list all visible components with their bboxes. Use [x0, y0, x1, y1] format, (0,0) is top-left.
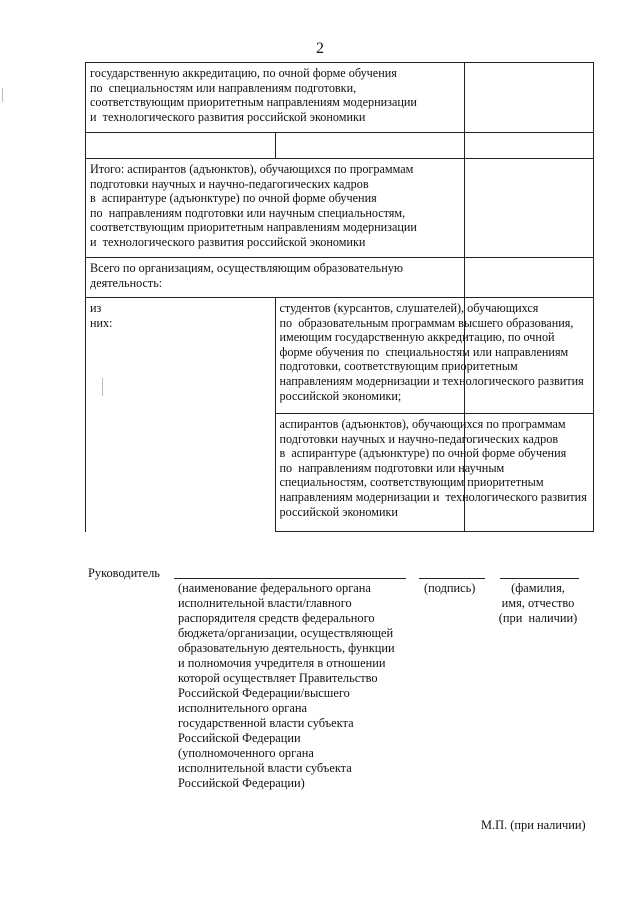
row-text-grand-total: Всего по организациям, осуществляющим образовательную деятельность: [86, 258, 465, 298]
signature-caption: (подпись) [424, 581, 476, 595]
of-them-label: из них: [86, 298, 276, 532]
value-cell[interactable] [465, 159, 594, 258]
table-row [86, 258, 594, 298]
head-label: Руководитель [88, 566, 160, 580]
row-text-total-postgraduates: Итого: аспирантов (адъюнктов), обучающихся по программам подготовки научных и научно-педагогических кадров в аспирантуре (адъюнктуре) по очной форме обучения по направлениям подготовки или научным специальностям, соответствующим приоритетным направлениям модернизации и технологического развития российской экономики [86, 159, 465, 258]
value-cell[interactable] [465, 133, 594, 159]
scan-edge-mark [2, 88, 3, 102]
table-row [86, 298, 594, 414]
table-row [86, 159, 594, 258]
table-row [86, 133, 594, 159]
value-cell[interactable] [465, 258, 594, 298]
report-table [85, 62, 594, 532]
value-cell[interactable] [465, 63, 594, 133]
full-name-line[interactable] [500, 578, 579, 579]
org-caption: (наименование федерального органа исполнительной власти/главного распорядителя средств федерального бюджета/организации, осуществляющей образовательную деятельность, функции и полномочия учредителя в отношении которой осуществляет Правительство Российской Федерации/высшего исполнительного органа государственной власти субъекта Российской Федерации (уполномоченного органа исполнительной власти субъекта Российской Федерации) [178, 581, 395, 790]
signature-line[interactable] [419, 578, 485, 579]
stamp-place: М.П. (при наличии) [481, 818, 586, 832]
empty-cell [275, 133, 465, 159]
page-number: 2 [316, 40, 324, 57]
table-row [86, 63, 594, 133]
row-text-students: студентов (курсантов, слушателей), обучающихся по образовательным программам высшего образования, имеющим государственную аккредитацию, по очной форме обучения по специальностям или направлениям подготовки, соответствующим приоритетным направлениям модернизации и технологического развития российской экономики; [275, 298, 465, 414]
org-name-line[interactable] [174, 578, 406, 579]
scan-edge-mark [102, 378, 103, 396]
empty-cell [86, 133, 276, 159]
row-text-accreditation: государственную аккредитацию, по очной форме обучения по специальностям или направлениям подготовки, соответствующим приоритетным направлениям модернизации и технологического развития российской экономики [86, 63, 465, 133]
row-text-postgraduates: аспирантов (адъюнктов), обучающихся по программам подготовки научных и научно-педагогических кадров в аспирантуре (адъюнктуре) по очной форме обучения по направлениям подготовки или научным специальностям, соответствующим приоритетным направлениям модернизации и технологического развития российской экономики [275, 414, 465, 532]
name-caption: (фамилия, имя, отчество (при наличии) [498, 581, 578, 625]
